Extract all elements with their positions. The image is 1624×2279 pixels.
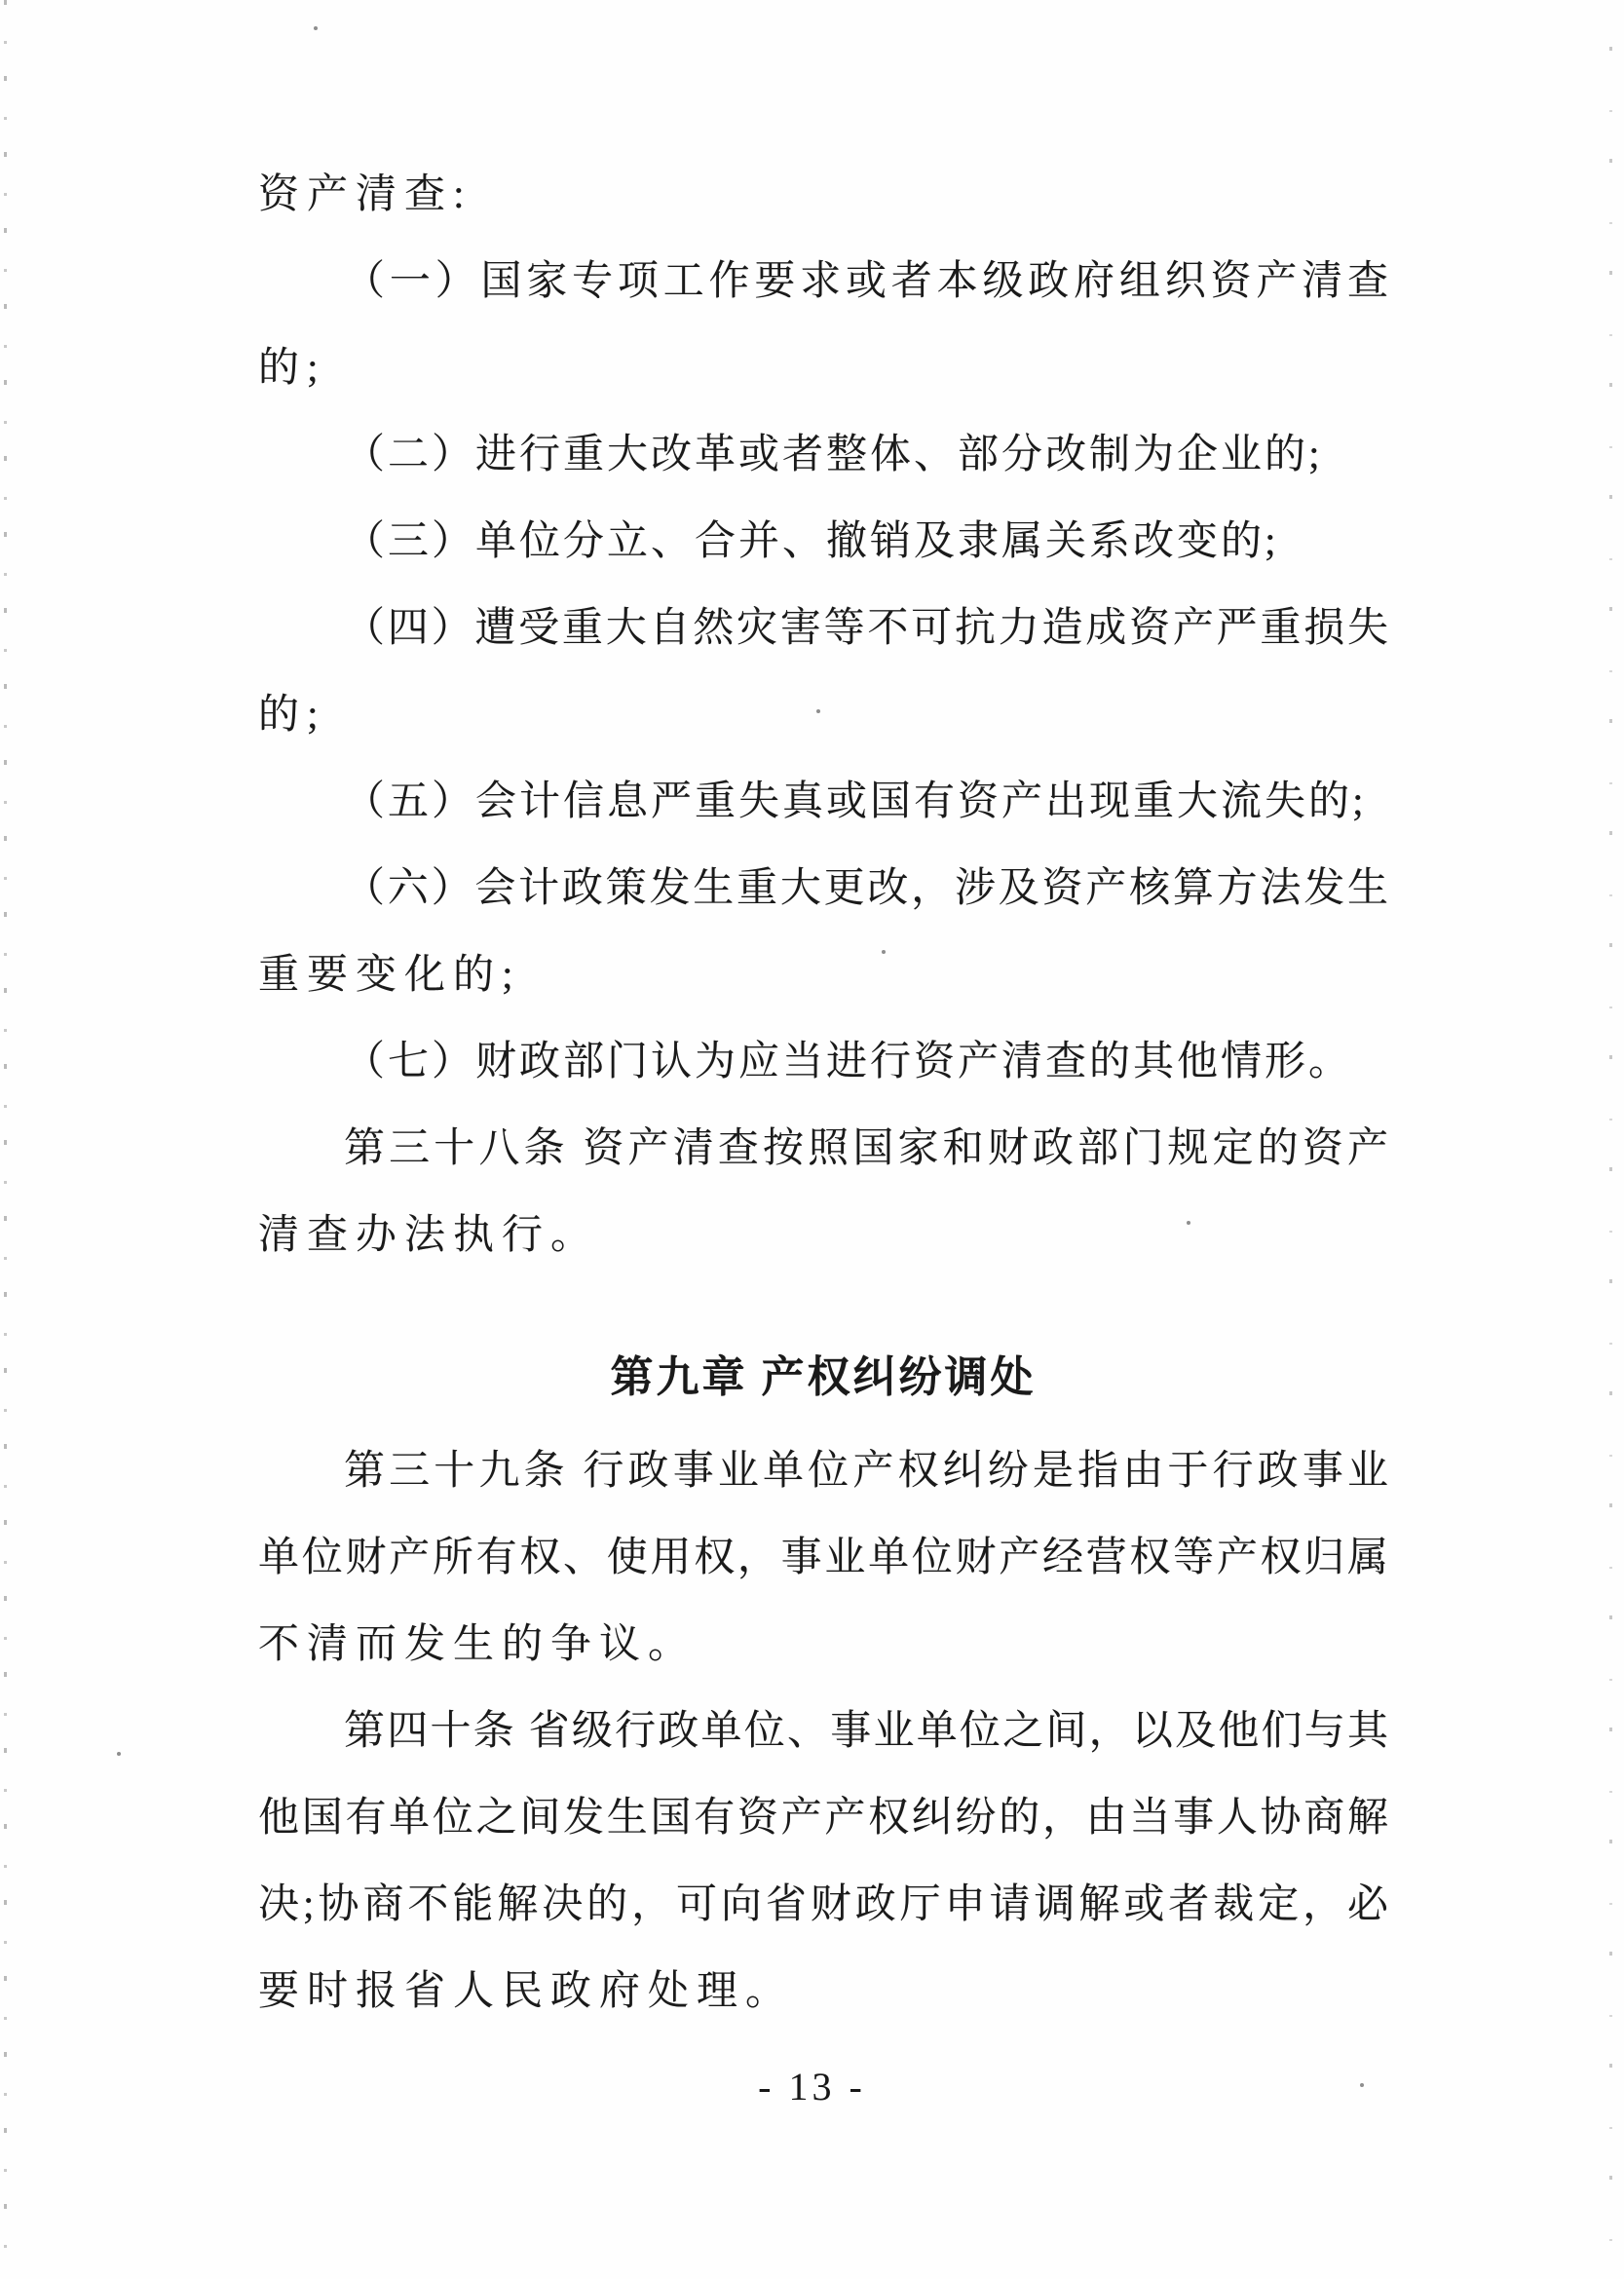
- doc-line: 的;: [258, 693, 326, 738]
- scan-speckle-right-edge: [1609, 0, 1612, 2279]
- doc-line: 的;: [258, 346, 326, 391]
- doc-line: 决;协商不能解决的，可向省财政厅申请调解或者裁定，必: [258, 1882, 1388, 1927]
- scan-speckle: [314, 26, 318, 30]
- document-body: [258, 152, 1388, 2035]
- doc-line: （七）财政部门认为应当进行资产清查的其他情形。: [344, 1040, 1353, 1084]
- doc-line: （三）单位分立、合并、撤销及隶属关系改变的;: [344, 519, 1279, 564]
- doc-line: 他国有单位之间发生国有资产产权纠纷的，由当事人协商解: [258, 1796, 1388, 1841]
- page-number: - 13 -: [758, 2065, 866, 2108]
- doc-line: 单位财产所有权、使用权，事业单位财产经营权等产权归属: [258, 1536, 1388, 1580]
- chapter-heading: 第九章 产权纠纷调处: [610, 1353, 1037, 1401]
- doc-line: （四）遭受重大自然灾害等不可抗力造成资产严重损失: [344, 606, 1388, 651]
- doc-line: （二）进行重大改革或者整体、部分改制为企业的;: [344, 433, 1323, 477]
- doc-line: 资产清查:: [258, 172, 472, 217]
- doc-line: 第三十八条 资产清查按照国家和财政部门规定的资产: [344, 1126, 1388, 1171]
- doc-line: 不清而发生的争议。: [258, 1622, 698, 1667]
- scan-speckle: [117, 1752, 121, 1756]
- scan-speckle-left-edge: [4, 0, 7, 2279]
- doc-line: 清查办法执行。: [258, 1213, 600, 1258]
- doc-line: 重要变化的;: [258, 953, 521, 998]
- doc-line: （一）国家专项工作要求或者本级政府组织资产清查: [344, 259, 1388, 304]
- doc-line: 要时报省人民政府处理。: [258, 1969, 795, 2014]
- doc-line: （六）会计政策发生重大更改，涉及资产核算方法发生: [344, 866, 1388, 911]
- doc-line: 第三十九条 行政事业单位产权纠纷是指由于行政事业: [344, 1449, 1388, 1494]
- doc-line: 第四十条 省级行政单位、事业单位之间，以及他们与其: [344, 1709, 1388, 1754]
- doc-line: （五）会计信息严重失真或国有资产出现重大流失的;: [344, 779, 1367, 824]
